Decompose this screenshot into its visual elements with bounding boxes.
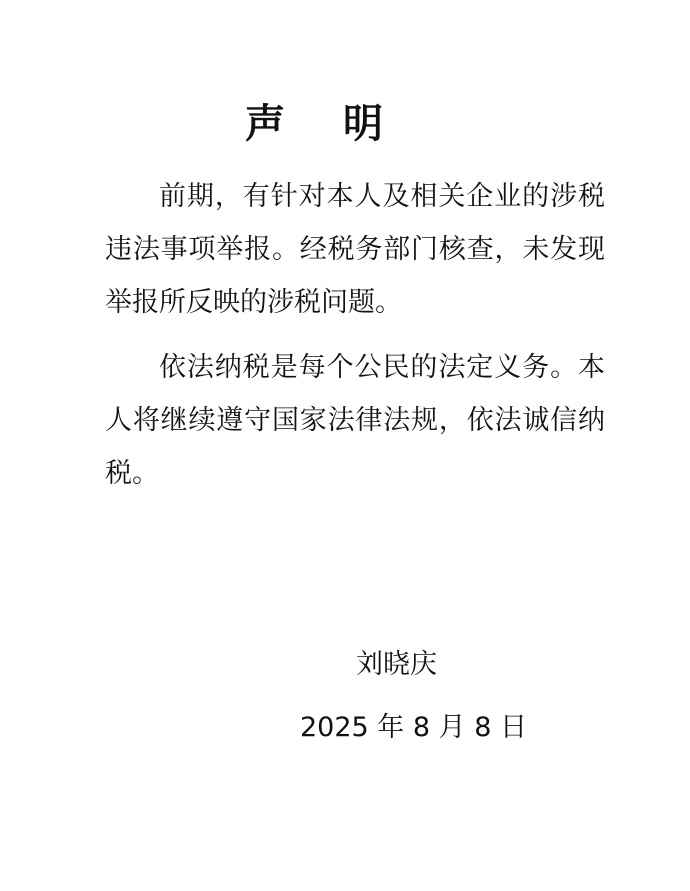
- document-title: 声 明: [245, 101, 405, 147]
- statement-paragraph-2: 依法纳税是每个公民的法定义务。本人将继续遵守国家法律法规，依法诚信纳税。: [105, 352, 605, 489]
- signature-name: 刘晓庆: [356, 649, 437, 680]
- statement-paragraph-1: 前期，有针对本人及相关企业的涉税违法事项举报。经税务部门核查，未发现举报所反映的涉税问题。: [105, 181, 605, 318]
- signature-date: 2025 年 8 月 8 日: [300, 712, 527, 743]
